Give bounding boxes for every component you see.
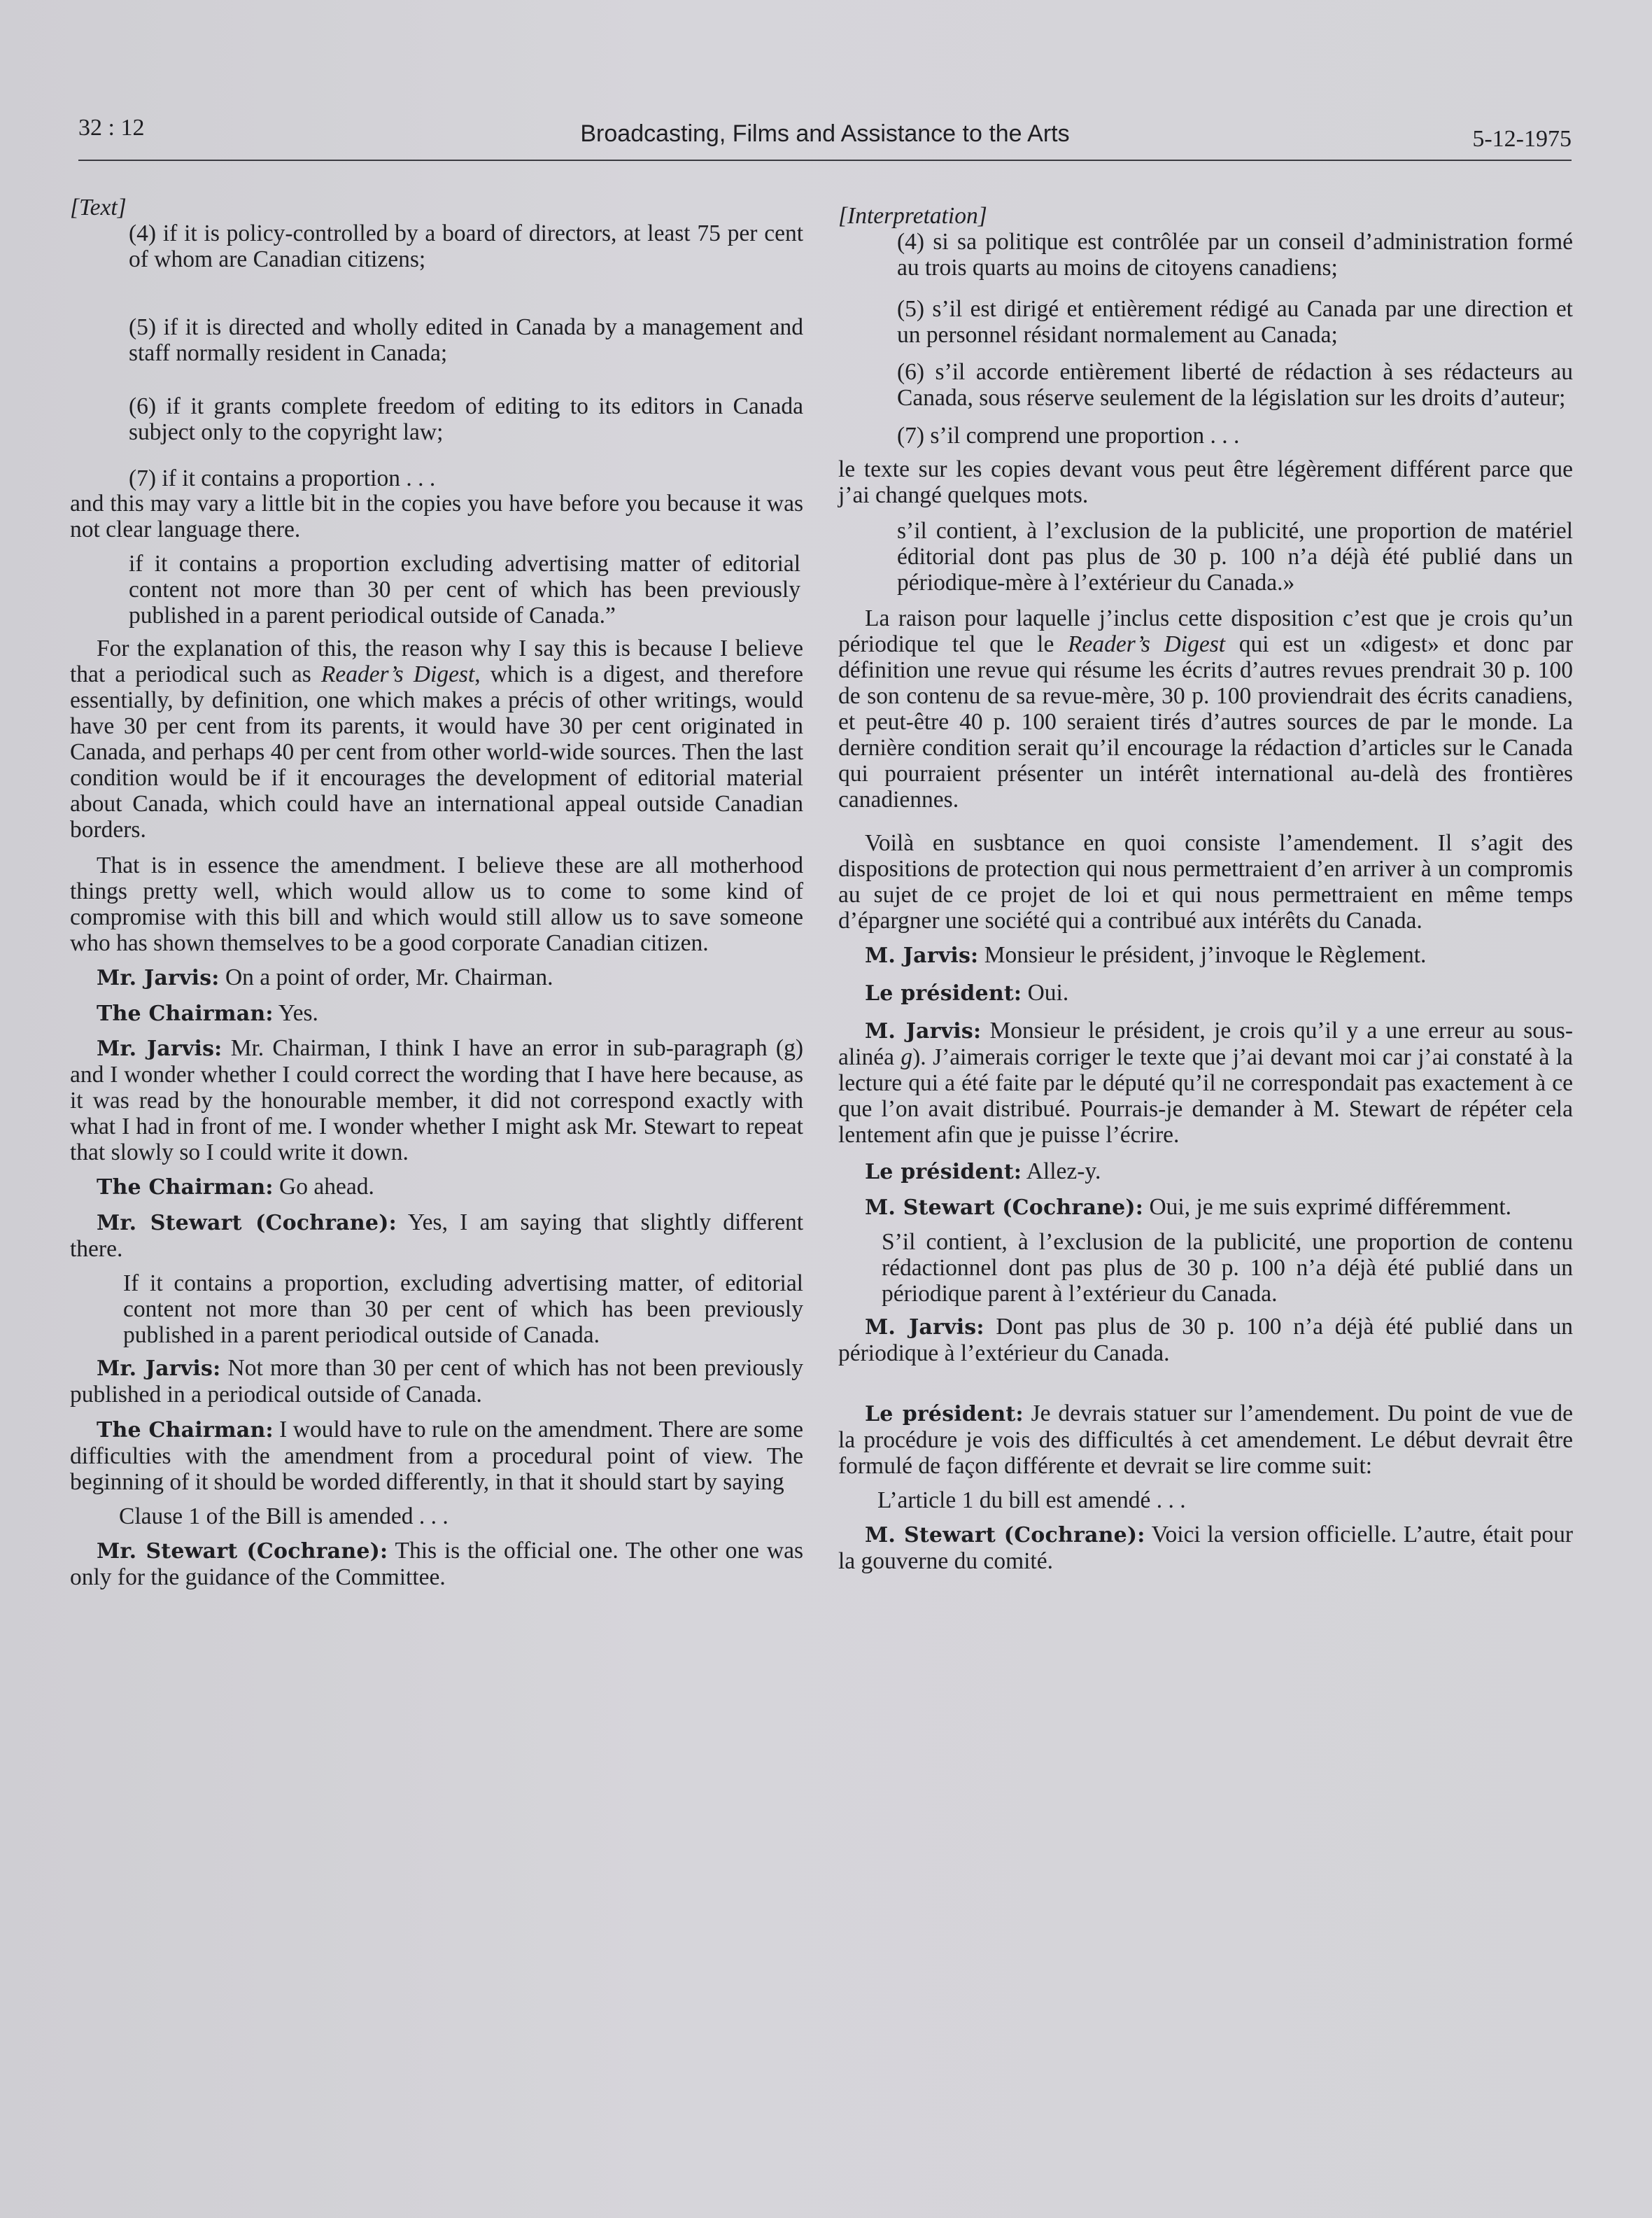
speech-text: Yes, I am saying that slightly different there. — [70, 1209, 803, 1262]
speech-chairman-3 — [838, 1401, 1573, 1479]
speaker-name: Mr. Stewart (Cochrane): — [97, 1211, 397, 1235]
speech-text: Voici la version officielle. L’autre, était pour la gouverne du comité. — [838, 1522, 1573, 1574]
speech-jarvis-3 — [838, 1314, 1573, 1366]
clause-5: (5) s’il est dirigé et entièrement rédigé au Canada par une direction et un personnel résidant normalement au Canada; — [897, 296, 1573, 348]
page-header — [78, 111, 1572, 161]
explanation-text-b: qui est un «digest» et donc par définition une revue qui résume les écrits d’autres revues prendrait 30 p. 100 de son contenu de sa revue-mère, 30 p. 100 proviendrait des écrits canadiens, et peut-être 40 p. 100 seraient tirés d’autres sources de par le monde. La dernière condition serait qu’il encourage la rédaction d’articles sur le Canada qui pourraient présenter un intérêt international au-delà des frontières canadiennes. — [838, 631, 1573, 813]
speaker-name: Mr. Jarvis: — [97, 966, 220, 990]
paragraph-vary: le texte sur les copies devant vous peut être légèrement différent parce que j’ai changé quelques mots. — [838, 456, 1573, 508]
explanation-text-b: , which is a digest, and therefore essentially, by definition, one which makes a précis of other writings, would have 30 per cent from its parents, it would have 30 per cent originated in Canada, and perhaps 40 per cent from other world-wide sources. Then the last condition would be if it encourages the development of editorial material about Canada, which could have an international appeal outside Canadian borders. — [70, 661, 803, 843]
quote-clause: L’article 1 du bill est amendé . . . — [877, 1487, 1186, 1513]
publication-title: Reader’s Digest — [320, 661, 475, 687]
clause-6: (6) if it grants complete freedom of editing to its editors in Canada subject only to the copyright law; — [129, 393, 803, 445]
paragraph-explanation — [70, 636, 803, 843]
speaker-name: The Chairman: — [97, 1175, 274, 1200]
running-title: Broadcasting, Films and Assistance to the Arts — [580, 120, 1070, 147]
speech-chairman-2 — [70, 1174, 803, 1200]
speech-text: Oui, je me suis exprimé différemment. — [1143, 1194, 1512, 1220]
french-column — [838, 195, 1574, 1574]
speaker-name: M. Stewart (Cochrane): — [865, 1523, 1145, 1547]
speech-text-a: Monsieur le président, je crois qu’il y a une erreur au sous-alinéa — [838, 1018, 1574, 1070]
speech-text: Oui. — [1022, 980, 1069, 1006]
speaker-name: Mr. Jarvis: — [97, 1356, 221, 1381]
speaker-name: Mr. Jarvis: — [97, 1037, 223, 1061]
speaker-name: The Chairman: — [97, 1418, 274, 1443]
speech-text: Dont pas plus de 30 p. 100 n’a déjà été publié dans un périodique à l’extérieur du Canada. — [838, 1314, 1574, 1366]
speech-text: On a point of order, Mr. Chairman. — [219, 964, 553, 990]
speaker-name: Mr. Stewart (Cochrane): — [97, 1539, 388, 1564]
clause-6: (6) s’il accorde entièrement liberté de rédaction à ses rédacteurs au Canada, sous réserve seulement de la législation sur les droits d’auteur; — [897, 359, 1573, 411]
clause-7: (7) s’il comprend une proportion . . . — [897, 423, 1240, 449]
text-marker: [Text] — [70, 195, 127, 220]
explanation-text-a: For the explanation of this, the reason why I say this is because I believe that a periodical such as — [70, 636, 803, 687]
speaker-name: Le président: — [865, 1402, 1024, 1426]
quote-amended: S’il contient, à l’exclusion de la publicité, une proportion de contenu rédactionnel dont pas plus de 30 p. 100 n’a déjà été publié dans un périodique parent à l’extérieur du Canada. — [882, 1229, 1573, 1307]
subparagraph-letter: g — [901, 1044, 913, 1070]
paragraph-explanation — [838, 605, 1573, 813]
paragraph-essence: That is in essence the amendment. I believe these are all motherhood things pretty well, which would allow us to come to some kind of compromise with this bill and which would still allow us to save someone who has shown themselves to be a good corporate Canadian citizen. — [70, 852, 803, 956]
speaker-name: Le président: — [865, 981, 1022, 1006]
speech-text: Monsieur le président, j’invoque le Règlement. — [978, 942, 1427, 968]
speech-stewart-2 — [70, 1538, 803, 1590]
speech-text: Not more than 30 per cent of which has not been previously published in a periodical outside of Canada. — [70, 1355, 803, 1408]
explanation-text-a: La raison pour laquelle j’inclus cette disposition c’est que je crois qu’un périodique tel que le — [838, 605, 1573, 657]
speech-text: Je devrais statuer sur l’amendement. Du point de vue de la procédure je vois des difficultés à cet amendement. Le début devrait être formulé de façon différente et devrait se lire comme suit: — [838, 1401, 1574, 1479]
speech-chairman-3 — [70, 1417, 803, 1495]
paragraph-essence: Voilà en susbtance en quoi consiste l’amendement. Il s’agit des dispositions de protection qui nous permettraient d’en arriver à un compromis au sujet de ce projet de loi et qui nous permettraient en même temps d’épargner une société qui a contribué aux intérêts du Canada. — [838, 830, 1573, 934]
speech-jarvis-1 — [70, 964, 803, 991]
speech-stewart-1 — [838, 1194, 1573, 1221]
clause-4: (4) si sa politique est contrôlée par un conseil d’administration formé au trois quarts au moins de citoyens canadiens; — [897, 229, 1573, 281]
speech-text: Go ahead. — [273, 1174, 374, 1200]
interpretation-marker: [Interpretation] — [838, 203, 987, 229]
speech-text: Allez-y. — [1022, 1158, 1101, 1184]
speech-jarvis-2 — [70, 1035, 803, 1165]
speech-text-b: ). J’aimerais corriger le texte que j’ai devant moi car j’ai constaté à la lecture qui a été faite par le député qu’il ne correspondait pas exactement à ce que l’on avait distribué. Pourrais-je demander à M. Stewart de répéter cela lentement afin que je puisse l’écrire. — [838, 1044, 1573, 1148]
speaker-name: M. Jarvis: — [865, 1315, 984, 1340]
page-number: 32 : 12 — [78, 115, 145, 141]
quote-amended: If it contains a proportion, excluding advertising matter, of editorial content not more than 30 per cent of which has been previously published in a parent periodical outside of Canada. — [123, 1270, 803, 1348]
speech-jarvis-1 — [838, 942, 1573, 969]
english-column — [70, 195, 803, 1590]
quote-proportion: if it contains a proportion excluding advertising matter of editorial content not more than 30 per cent of which has been previously published in a parent periodical outside of Canada.” — [129, 551, 800, 629]
speech-stewart-1 — [70, 1209, 803, 1262]
paragraph-vary: and this may vary a little bit in the copies you have before you because it was not clear language there. — [70, 491, 803, 542]
speaker-name: The Chairman: — [97, 1002, 274, 1026]
clause-7: (7) if it contains a proportion . . . — [129, 465, 436, 491]
speech-text: I would have to rule on the amendment. There are some difficulties with the amendment from a procedural point of view. The beginning of it should be worded differently, in that it should start by saying — [70, 1417, 803, 1495]
speech-jarvis-2 — [838, 1018, 1573, 1148]
speaker-name: M. Stewart (Cochrane): — [865, 1195, 1144, 1220]
quote-clause: Clause 1 of the Bill is amended . . . — [119, 1503, 449, 1529]
clause-5: (5) if it is directed and wholly edited in Canada by a management and staff normally resident in Canada; — [129, 314, 803, 366]
quote-proportion: s’il contient, à l’exclusion de la publicité, une proportion de matériel éditorial dont pas plus de 30 p. 100 n’a déjà été publié dans un périodique-mère à l’extérieur du Canada.» — [897, 518, 1573, 596]
speech-stewart-2 — [838, 1522, 1573, 1574]
header-date: 5-12-1975 — [1472, 126, 1572, 152]
speech-jarvis-3 — [70, 1355, 803, 1408]
speech-text: This is the official one. The other one was only for the guidance of the Committee. — [70, 1538, 803, 1590]
speech-chairman-2 — [838, 1158, 1573, 1185]
speaker-name: M. Jarvis: — [865, 943, 979, 968]
publication-title: Reader’s Digest — [1068, 631, 1226, 657]
speaker-name: M. Jarvis: — [865, 1019, 982, 1044]
speech-chairman-1 — [838, 980, 1573, 1006]
speech-text: Yes. — [273, 1000, 318, 1026]
speech-chairman-1 — [70, 1000, 803, 1027]
speaker-name: Le président: — [865, 1160, 1022, 1184]
speech-text: Mr. Chairman, I think I have an error in sub-paragraph (g) and I wonder whether I could correct the wording that I have here because, as it was read by the honourable member, it did not correspond exactly with what I had in front of me. I wonder whether I might ask Mr. Stewart to repeat that slowly so I could write it down. — [70, 1035, 803, 1165]
clause-4: (4) if it is policy-controlled by a board of directors, at least 75 per cent of whom are Canadian citizens; — [129, 220, 803, 272]
